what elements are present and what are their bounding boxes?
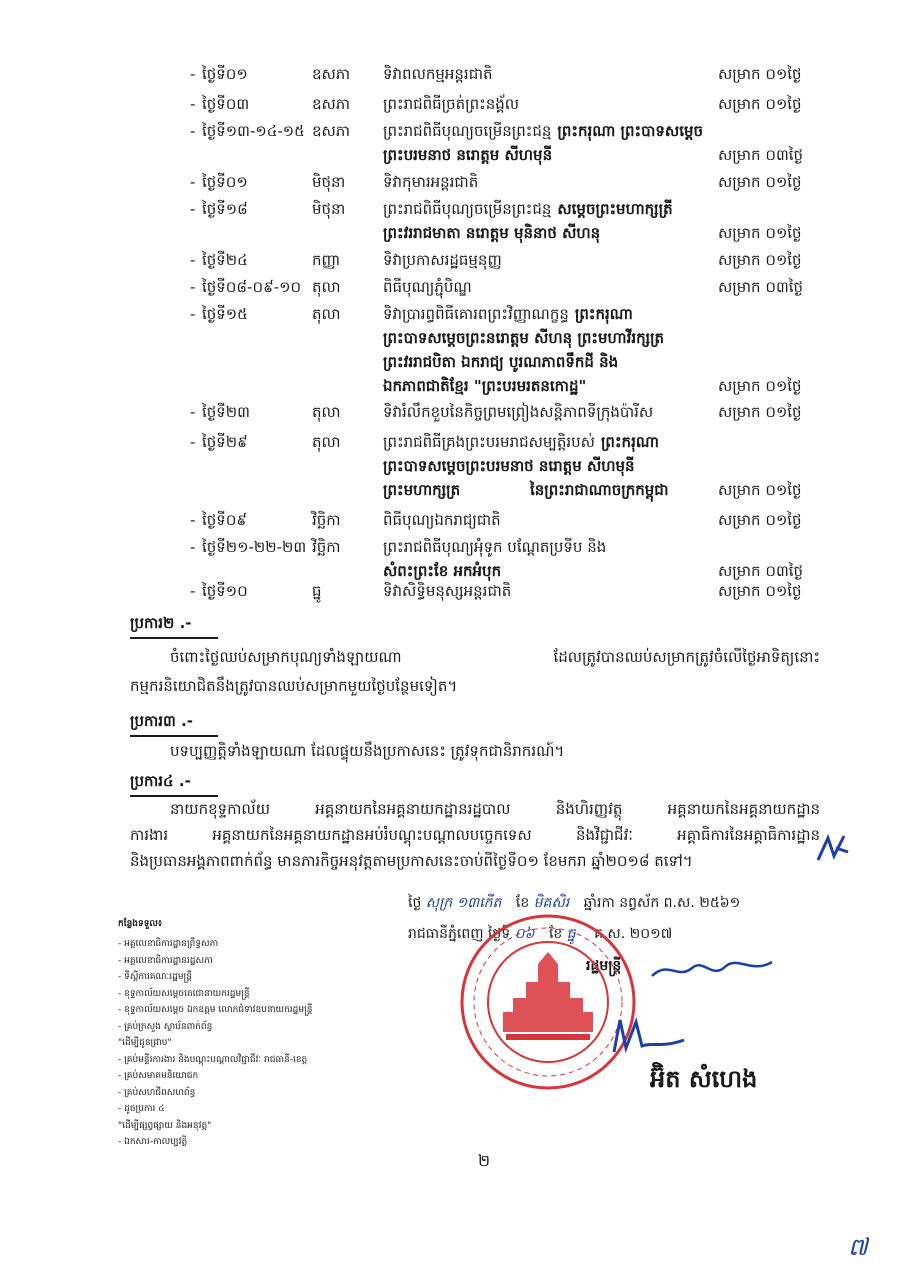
row-month: តុលា [312, 403, 341, 421]
row-description: ទិវាប្រកាសរដ្ឋធម្មនុញ្ញ [383, 251, 502, 269]
row-description [383, 199, 673, 219]
row-days-off: សម្រាក ០៣ថ្ងៃ [718, 278, 804, 296]
row-days-off: សម្រាក ០១ថ្ងៃ [718, 511, 802, 529]
article-2-text-line2: កម្មករនិយោជិតនឹងត្រូវបានឈប់សម្រាកមួយថ្ងៃបន្ថែមទៀត។ [130, 677, 458, 695]
recipient-item: - គ្រប់សមាគមនិយោជក [118, 1071, 199, 1081]
row-description-continued: ព្រះមហាក្សត្រ [383, 481, 461, 499]
row-dash: - [190, 538, 196, 556]
row-day: ថ្ងៃទី២១-២២-២៣ [202, 538, 307, 556]
row-dash: - [190, 65, 196, 83]
row-description: ព្រះរាជពិធីច្រត់ព្រះនង្គ័ល [383, 95, 520, 113]
article-3-heading: ប្រការ៣ .- [130, 712, 193, 734]
row-description [383, 432, 659, 452]
row-description-continued: ព្រះបរមនាថ នរោត្តម សីហមុនី [383, 146, 553, 164]
row-description: ទិវារំលឹកខួបនៃកិច្ចព្រមព្រៀងសន្តិភាពទីក្រុងប៉ារីស [383, 403, 654, 421]
minister-title: រដ្ឋមន្ត្រី [586, 958, 622, 974]
recipient-item: - ខុទ្ទកាល័យសម្តេច ឯកឧត្តម លោកជំទាវឧបនាយករដ្ឋមន្ត្រី [118, 1005, 313, 1015]
row-dash: - [190, 278, 196, 296]
handwritten-signature-top [648, 950, 778, 990]
row-month: មិថុនា [312, 200, 346, 218]
article-4-text-line2: ការងារ អគ្គនាយកនៃអគ្គនាយកដ្ឋានអប់រំបណ្តុះបណ្តាលបច្ចេកទេស និងវិជ្ជាជីវៈ អគ្គាធិការនៃអគ្គាធិការដ្ឋាន [130, 826, 820, 844]
row-description: ពិធីបុណ្យឯករាជ្យជាតិ [383, 511, 501, 529]
handwritten-corner-mark: ៧ [848, 1233, 868, 1261]
row-day: ថ្ងៃទី០៩ [202, 511, 248, 529]
row-description-continued: សំពះព្រះខែ អកអំបុក [383, 562, 502, 580]
row-month: ឧសភា [312, 95, 351, 113]
row-description [383, 121, 703, 141]
row-days-off: សម្រាក ០១ថ្ងៃ [718, 582, 802, 600]
row-description-bold: សម្តេចព្រះមហាក្សត្រី [557, 200, 673, 218]
row-days-off: សម្រាក ០១ថ្ងៃ [718, 403, 802, 421]
page-number: ២ [478, 1151, 491, 1170]
row-month: មិថុនា [312, 173, 346, 191]
row-day: ថ្ងៃទី០១ [202, 65, 248, 83]
row-days-off: សម្រាក ០១ថ្ងៃ [718, 481, 802, 499]
recipient-item: - ឯកសារ-កាលប្បវត្តិ [118, 1137, 188, 1147]
row-days-off: សម្រាក ០១ថ្ងៃ [718, 251, 802, 269]
row-month: តុលា [312, 433, 341, 451]
recipient-item: - គ្រប់សហជីពសហព័ន្ធ [118, 1087, 196, 1098]
row-day: ថ្ងៃទី១៣-១៤-១៥ [202, 122, 305, 140]
city-month-handwritten: ធ្នូ [566, 926, 576, 942]
row-dash: - [190, 122, 196, 140]
recipients-title: កន្លែងទទួល៖ [118, 919, 162, 929]
row-day: ថ្ងៃទី២៤ [202, 251, 248, 269]
row-days-off: សម្រាក ០១ថ្ងៃ [718, 377, 802, 395]
row-description-continued: នៃព្រះរាជាណាចក្រកម្ពុជា [530, 481, 669, 499]
row-month: កញ្ញា [312, 251, 341, 269]
row-dash: - [190, 403, 196, 421]
row-description [383, 304, 633, 324]
row-days-off: សម្រាក ០៣ថ្ងៃ [718, 562, 804, 580]
row-dash: - [190, 251, 196, 269]
row-dash: - [190, 200, 196, 218]
row-description: ទិវាពលកម្មអន្តរជាតិ [383, 65, 493, 83]
article-4-heading: ប្រការ៤ .- [130, 772, 191, 794]
recipient-item: - ទីស្តីការគណៈរដ្ឋមន្ត្រី [118, 972, 192, 982]
row-dash: - [190, 95, 196, 113]
article-4-text-line3: និងប្រធានអង្គភាពពាក់ព័ន្ធ មានភារកិច្ចអនុវត្តតាមប្រកាសនេះចាប់ពីថ្ងៃទី០១ ខែមករា ឆ្នាំ២០១៨ តទៅ។ [130, 852, 693, 870]
minister-name: អ៊ិត សំហេង [650, 1065, 758, 1093]
row-description: ព្រះរាជពិធីបុណ្យអុំទូក បណ្តែតប្រទីប និង [383, 538, 607, 556]
city-day-handwritten: ០៦ [514, 926, 535, 942]
row-description-bold: ព្រះករុណា [600, 433, 659, 451]
row-description-continued: ព្រះបាទសម្តេចព្រះនរោត្តម សីហនុ ព្រះមហាវីរក្សត្រ [383, 329, 665, 347]
recipient-item: - ខុទ្ទកាល័យសម្តេចតេជោនាយករដ្ឋមន្ត្រី [118, 988, 250, 999]
lunar-day-handwritten: សុក្រ ១៣កើត [425, 895, 502, 911]
row-day: ថ្ងៃទី២៩ [202, 433, 248, 451]
row-description-continued: ឯកភាពជាតិខ្មែរ "ព្រះបរមរតនកោដ្ឋ" [383, 377, 587, 395]
row-month: តុលា [312, 305, 341, 323]
article-4-text-line1: នាយកខុទ្ទកាល័យ អគ្គនាយកនៃអគ្គនាយកដ្ឋានរដ្ឋបាល និងហិរញ្ញវត្ថុ អគ្គនាយកនៃអគ្គនាយកដ្ឋាន [170, 800, 820, 818]
row-description-continued: ព្រះបាទសម្តេចព្រះបរមនាថ នរោត្តម សីហមុនី [383, 457, 635, 475]
row-description: ពិធីបុណ្យភ្ជុំបិណ្ឌ [383, 278, 472, 296]
row-dash: - [190, 582, 196, 600]
row-day: ថ្ងៃទី២៣ [202, 403, 250, 421]
handwritten-initial-mark [812, 830, 852, 870]
recipient-item: - គ្រប់មន្ទីរការងារ និងបណ្តុះបណ្តាលវិជ្ជាជីវៈ រាជធានី-ខេត្ត [118, 1054, 308, 1065]
row-month: តុលា [312, 278, 341, 296]
row-description: ទិវាកុមារអន្តរជាតិ [383, 173, 479, 191]
recipient-item: "ដើម្បីជូនជ្រាប" [118, 1038, 172, 1048]
row-description-continued: ព្រះវររាជមាតា នរោត្តម មុនិនាថ សីហនុ [383, 224, 601, 242]
row-month: វិច្ឆិកា [312, 511, 341, 529]
row-dash: - [190, 305, 196, 323]
row-dash: - [190, 173, 196, 191]
article-2-text-line1: ចំពោះថ្ងៃឈប់សម្រាកបុណ្យទាំងឡាយណា ដែលត្រូវបានឈប់សម្រាកត្រូវចំលើថ្ងៃអាទិត្យនោះ [170, 648, 820, 666]
row-month: ឧសភា [312, 122, 351, 140]
row-description-bold: ព្រះករុណា ព្រះបាទសម្តេច [557, 122, 704, 140]
row-description-bold: ព្រះករុណា [574, 305, 633, 323]
recipient-item: - ដូចប្រការ ៤ [118, 1104, 165, 1114]
row-description-text: ព្រះរាជពិធីបុណ្យចម្រើនព្រះជន្ម [383, 122, 552, 140]
article-3-text: បទប្បញ្ញត្តិទាំងឡាយណា ដែលផ្ទុយនឹងប្រកាសនេះ ត្រូវទុកជានិរាករណ៍។ [170, 742, 565, 760]
recipient-item: - អគ្គលេខាធិការដ្ឋានព្រឹទ្ធសភា [118, 939, 219, 949]
row-day: ថ្ងៃទី១៥ [202, 305, 248, 323]
row-day: ថ្ងៃទី១០ [202, 582, 248, 600]
row-days-off: សម្រាក ០១ថ្ងៃ [718, 95, 802, 113]
recipient-item: "ដើម្បីផ្សព្វផ្សាយ និងអនុវត្ត" [118, 1120, 212, 1131]
row-day: ថ្ងៃទី១៨ [202, 200, 248, 218]
row-day: ថ្ងៃទី០១ [202, 173, 248, 191]
article-2-heading: ប្រការ២ .- [130, 614, 192, 636]
row-days-off: សម្រាក ០១ថ្ងៃ [718, 224, 802, 242]
ministry-seal-stamp [458, 912, 638, 1092]
row-description-text: ព្រះរាជពិធីបុណ្យចម្រើនព្រះជន្ម [383, 200, 552, 218]
row-days-off: សម្រាក ០៣ថ្ងៃ [718, 146, 804, 164]
row-month: ធ្នូ [312, 582, 322, 600]
lunar-month-handwritten: មិគសិរ [533, 895, 570, 911]
row-dash: - [190, 433, 196, 451]
row-day: ថ្ងៃទី០៣ [202, 95, 250, 113]
row-days-off: សម្រាក ០១ថ្ងៃ [718, 65, 802, 83]
handwritten-signature [608, 1012, 688, 1062]
row-description-text: ទិវាប្រារព្ធពិធីគោរពព្រះវិញ្ញាណក្ខន្ធ [383, 305, 569, 323]
row-description: ទិវាសិទ្ធិមនុស្សអន្តរជាតិ [383, 582, 512, 600]
row-month: វិច្ឆិកា [312, 538, 341, 556]
row-description-continued: ព្រះវររាជបិតា ឯករាជ្យ បូរណភាពទឹកដី និង [383, 353, 619, 371]
row-days-off: សម្រាក ០១ថ្ងៃ [718, 173, 802, 191]
city-date-line: រាជធានីភ្នំពេញ ថ្ងៃទី ០៦ ខែ ធ្នូ គ.ស. ២០១៧ [408, 926, 673, 942]
recipient-item: - អគ្គលេខាធិការដ្ឋានរដ្ឋសភា [118, 955, 213, 966]
row-dash: - [190, 511, 196, 529]
row-month: ឧសភា [312, 65, 351, 83]
lunar-date-line: ថ្ងៃ សុក្រ ១៣កើត ខែ មិគសិរ ឆ្នាំរកា នព្វស័ក ព.ស. ២៥៦១ [408, 895, 741, 911]
recipient-item: - គ្រប់ក្រសួង ស្ថាប័នពាក់ព័ន្ធ [118, 1021, 213, 1032]
row-day: ថ្ងៃទី០៨-០៩-១០ [202, 278, 302, 296]
row-description-text: ព្រះរាជពិធីគ្រងព្រះបរមរាជសម្បត្តិរបស់ [383, 433, 595, 451]
